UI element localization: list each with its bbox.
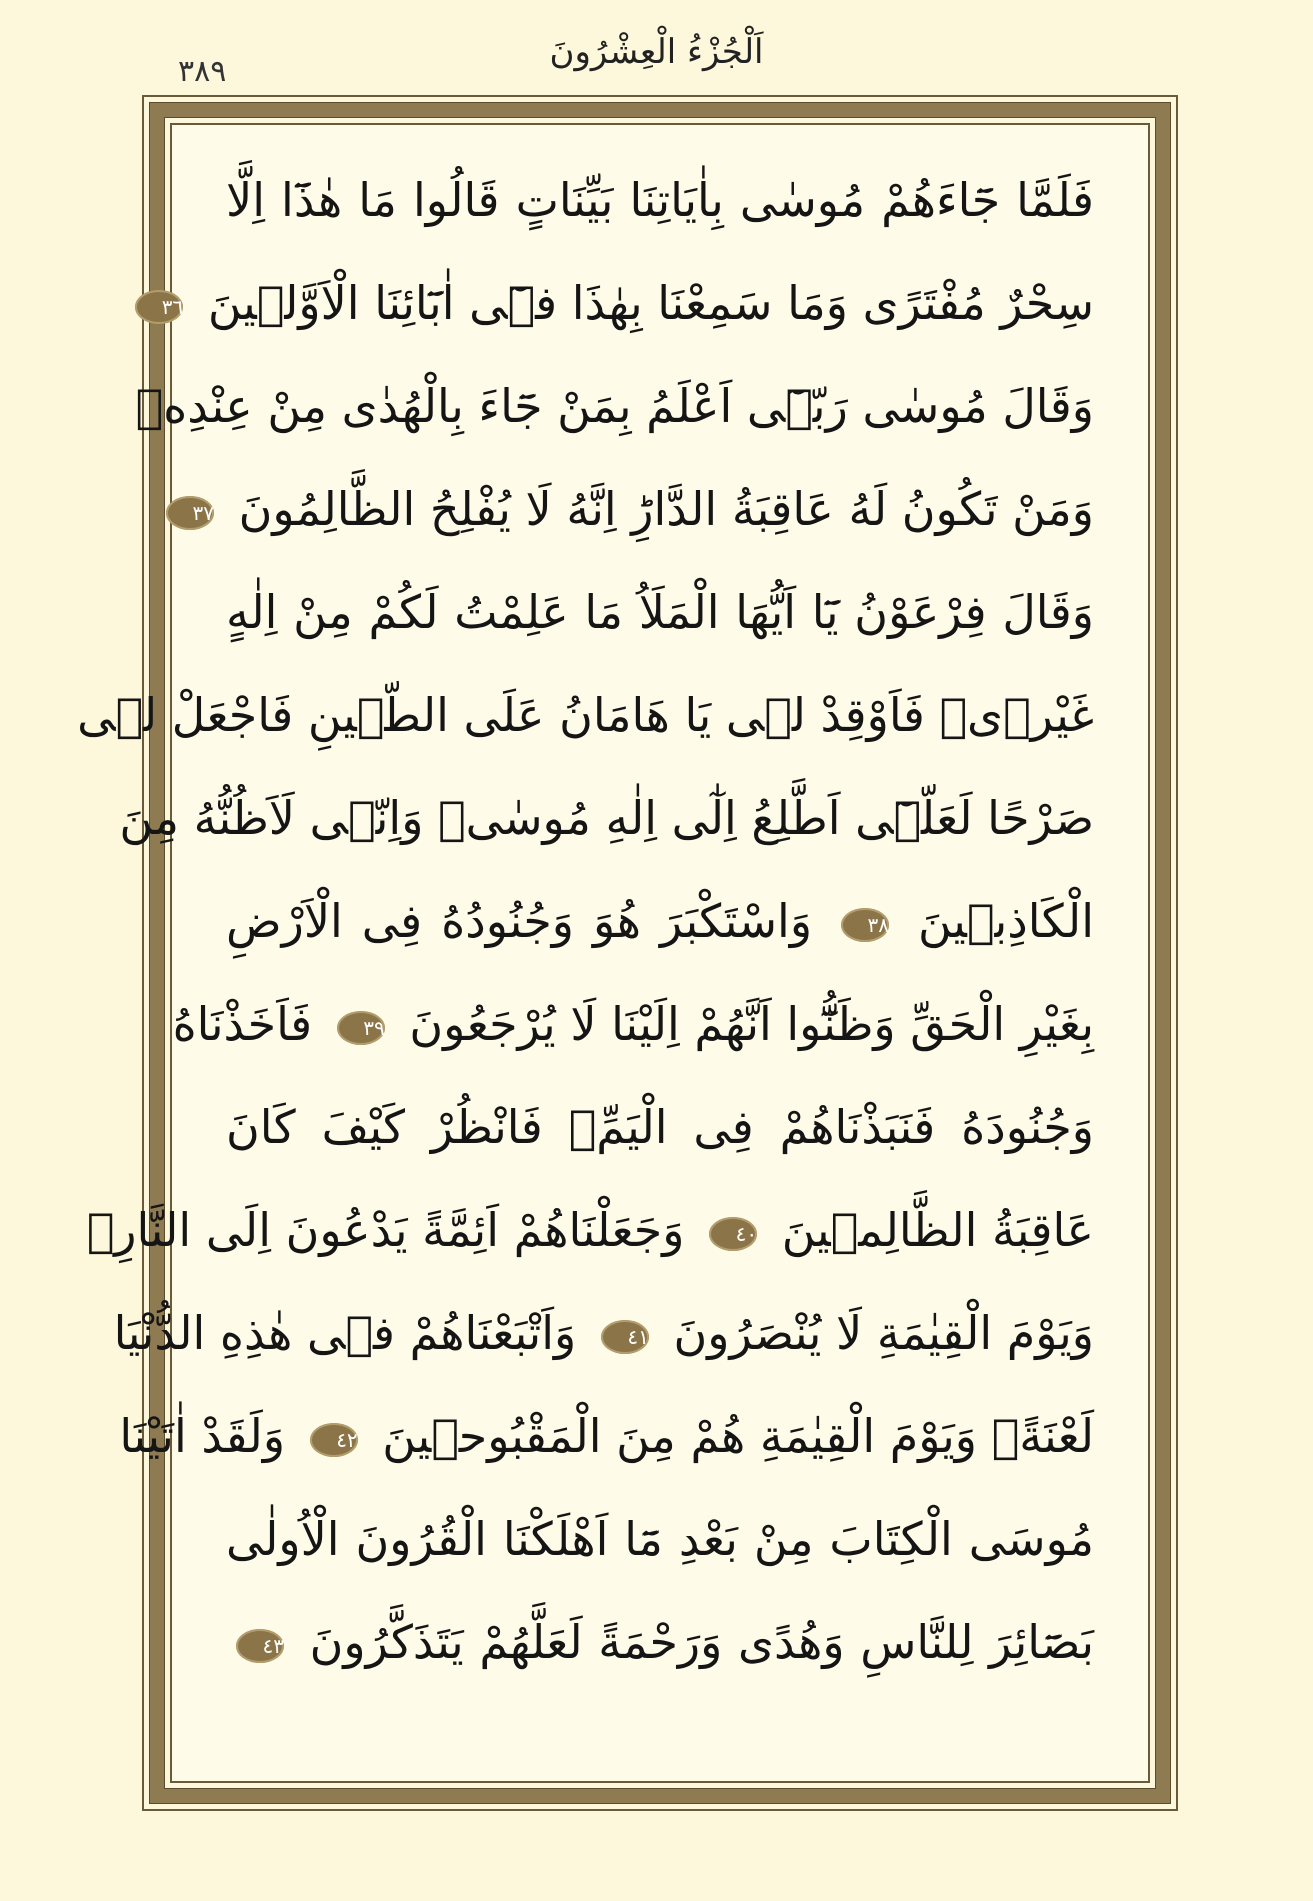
quran-text: [77, 149, 1094, 1761]
verse-text: وَيَوْمَ الْقِيٰمَةِ لَا يُنْصَرُونَ: [673, 1306, 1094, 1360]
verse-text: لَعْنَةًۚ وَيَوْمَ الْقِيٰمَةِ هُمْ مِنَ الْمَقْبُوحٖينَ: [382, 1409, 1094, 1463]
text-line: [77, 664, 1094, 767]
text-line: [226, 1488, 1094, 1591]
text-line: [135, 355, 1094, 458]
verse-text: وَجُنُودَهُ فَنَبَذْنَاهُمْ فِى الْيَمِّۚ فَانْظُرْ كَيْفَ كَانَ: [226, 1100, 1094, 1154]
page-number: ٣٨٩: [178, 54, 227, 89]
verse-text: عَاقِبَةُ الظَّالِمٖينَ: [781, 1203, 1094, 1257]
ayah-number-marker: ٣٦: [135, 290, 183, 324]
verse-text: وَاَتْبَعْنَاهُمْ فٖى هٰذِهِ الدُّنْيَا: [113, 1306, 577, 1360]
text-line: [119, 767, 1094, 870]
verse-text: مُوسَى الْكِتَابَ مِنْ بَعْدِ مَٓا اَهْلَكْنَا الْقُرُونَ الْاُولٰى: [226, 1512, 1094, 1566]
page-header: [0, 0, 1313, 95]
text-panel: [77, 123, 1150, 1783]
text-line: [192, 458, 1094, 561]
ayah-number-marker: ٤٢: [310, 1423, 358, 1457]
verse-text: صَرْحًا لَعَلّٖٓى اَطَّلِعُ اِلٰٓى اِلٰهِ مُوسٰىۙ وَاِنّٖى لَاَظُنُّهُ مِنَ: [119, 791, 1094, 845]
frame-border: [77, 103, 1170, 1803]
verse-text: بِغَيْرِ الْحَقِّ وَظَنُّٓوا اَنَّهُمْ اِلَيْنَا لَا يُرْجَعُونَ: [409, 997, 1094, 1051]
verse-text: بَصَٓائِرَ لِلنَّاسِ وَهُدًى وَرَحْمَةً لَعَلَّهُمْ يَتَذَكَّرُونَ: [309, 1615, 1094, 1669]
text-line: [226, 1076, 1094, 1179]
verse-text: وَقَالَ فِرْعَوْنُ يَٓا اَيُّهَا الْمَلَاُ مَا عَلِمْتُ لَكُمْ مِنْ اِلٰهٍ: [226, 585, 1094, 639]
text-line: [161, 252, 1094, 355]
text-line: [119, 1385, 1094, 1488]
verse-text: وَجَعَلْنَاهُمْ اَئِمَّةً يَدْعُونَ اِلَى النَّارِۚ: [86, 1203, 685, 1257]
juz-title: اَلْجُزْءُ الْعِشْرُونَ: [549, 32, 764, 72]
verse-text: فَاَخَذْنَاهُ: [172, 997, 313, 1051]
verse-text: وَاسْتَكْبَرَ هُوَ وَجُنُودُهُ فِى الْاَرْضِ: [226, 894, 813, 948]
text-line: [226, 561, 1094, 664]
text-line: [113, 1282, 1094, 1385]
ayah-number-marker: ٣٧: [166, 496, 214, 530]
page-frame: [77, 95, 1178, 1811]
ayah-number-marker: ٣٨: [841, 908, 889, 942]
text-line: [172, 973, 1094, 1076]
verse-text: غَيْرٖىۚ فَاَوْقِدْ لٖى يَا هَامَانُ عَلَى الطّٖينِ فَاجْعَلْ لٖى: [77, 688, 1094, 742]
verse-text: وَقَالَ مُوسٰى رَبّٖٓى اَعْلَمُ بِمَنْ جَٓاءَ بِالْهُدٰى مِنْ عِنْدِهٖ: [135, 379, 1094, 433]
text-line: [226, 1591, 1094, 1694]
verse-text: فَلَمَّا جَٓاءَهُمْ مُوسٰى بِاٰيَاتِنَا بَيِّنَاتٍ قَالُوا مَا هٰذَٓا اِلَّا: [226, 173, 1094, 227]
verse-text: سِحْرٌ مُفْتَرًى وَمَا سَمِعْنَا بِهٰذَا فٖٓى اٰبَٓائِنَا الْاَوَّلٖينَ: [207, 276, 1094, 330]
ayah-number-marker: ٤١: [601, 1320, 649, 1354]
verse-text: وَلَقَدْ اٰتَيْنَا: [119, 1409, 286, 1463]
text-line: [226, 149, 1094, 252]
ayah-number-marker: ٤٣: [236, 1629, 284, 1663]
verse-text: وَمَنْ تَكُونُ لَهُ عَاقِبَةُ الدَّارِؕ اِنَّهُ لَا يُفْلِحُ الظَّالِمُونَ: [238, 482, 1094, 536]
text-line: [226, 870, 1094, 973]
text-line: [86, 1179, 1094, 1282]
ayah-number-marker: ٣٩: [337, 1011, 385, 1045]
ayah-number-marker: ٤٠: [709, 1217, 757, 1251]
verse-text: الْكَاذِبٖينَ: [917, 894, 1094, 948]
